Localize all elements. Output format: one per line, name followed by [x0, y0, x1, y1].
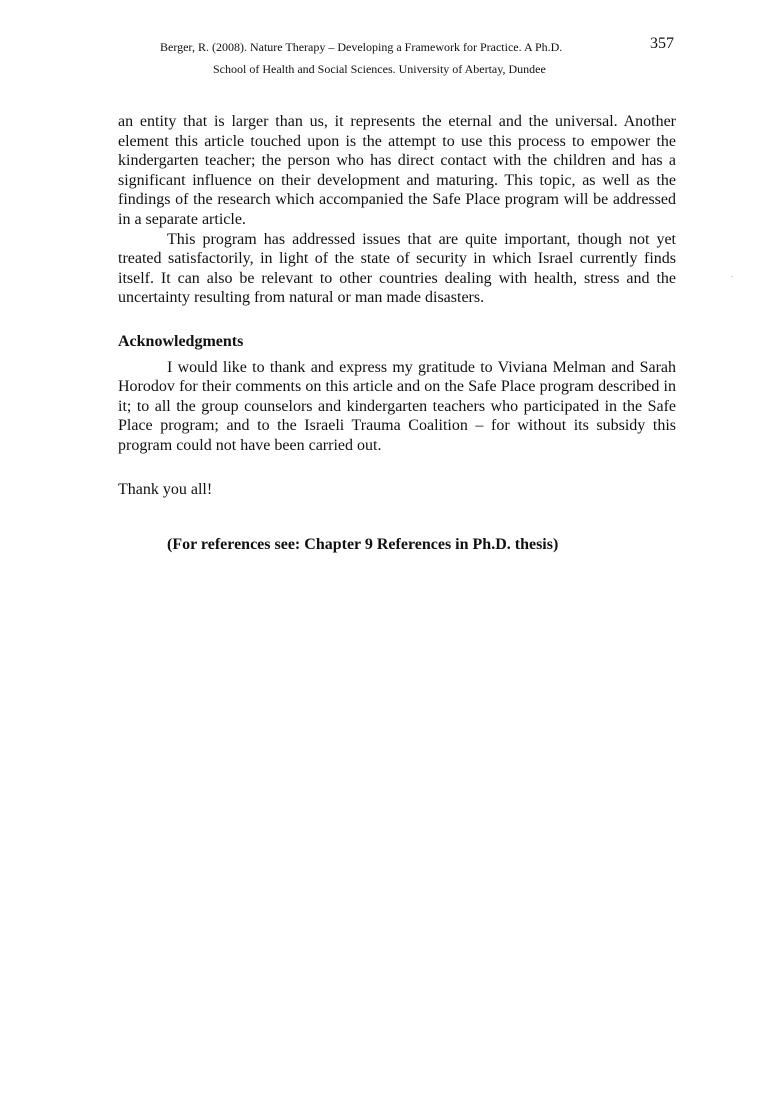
- page-content: [118, 112, 676, 555]
- closing-line: Thank you all!: [118, 480, 213, 498]
- acknowledgments-heading: Acknowledgments: [118, 332, 244, 350]
- header-line-citation: [0, 36, 761, 58]
- references-note: (For references see: Chapter 9 References in Ph.D. thesis): [167, 536, 559, 554]
- acknowledgments-paragraph: I would like to thank and express my gratitude to Viviana Melman and Sarah Horodov for their comments on this article and on the Safe Place program described in it; to all the group counselors and kindergarten teachers who participated in the Safe Place program; and to the Israeli Trauma Coalition – for without its subsidy this program could not have been carried out.: [118, 358, 676, 454]
- header-citation: Berger, R. (2008). Nature Therapy – Developing a Framework for Practice. A Ph.D.: [160, 40, 563, 54]
- body-paragraph: This program has addressed issues that are quite important, though not yet treated satisfactorily, in light of the state of security in which Israel currently finds itself. It can also be relevant to other countries dealing with health, stress and the uncertainty resulting from natural or man made disasters.: [118, 230, 676, 307]
- page-number: 357: [650, 35, 674, 52]
- scan-artifact: [731, 276, 733, 277]
- running-header: [0, 36, 761, 80]
- body-paragraph: an entity that is larger than us, it represents the eternal and the universal. Another element this article touched upon is the attempt to use this process to empower the kindergarten teacher; the person who has direct contact with the children and has a significant influence on their development and maturing. This topic, as well as the findings of the research which accompanied the Safe Place program will be addressed in a separate article.: [118, 113, 676, 228]
- header-affiliation: School of Health and Social Sciences. University of Abertay, Dundee: [213, 62, 546, 76]
- header-line-affiliation: [0, 58, 761, 80]
